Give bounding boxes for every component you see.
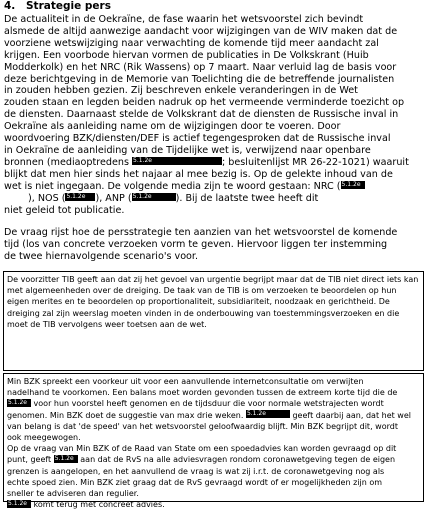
text-line: in zouden hebben gezien. Zij beschreven enkele veranderingen in de Wet [4,85,358,97]
redaction-block: 5.1.2e [132,157,222,165]
text-segment: komt terug met concreet advies. [31,500,165,510]
redaction-block: 5.1.2e [246,410,290,418]
text-line: niet geleid tot publicatie. [4,204,125,216]
text-line: Oekraïne als aanleiding name om de wijzigingen door te voeren. Door [4,121,341,133]
section-number: 4. [4,0,16,12]
text-line: alsmede de altijd aanwezige aandacht voor wijzigingen van de WIV maken dat de [4,25,398,37]
text-line: dreiging zal zijn weerslag moeten vinden in de onderbouwing van toestemmingsverzoeken en die [7,308,400,318]
text-line: moet de TIB vervolgens weer toetsen aan de wet. [7,319,207,329]
text-segment: genomen. Min BZK doet de suggestie van max drie weken. [7,410,246,420]
text-line: in Oekraïne de aanleiding van de Tijdelijke wet is, verwijzend naar openbare [4,144,371,156]
text-line: Min BZK spreekt een voorkeur uit voor een aanvullende internetconsultatie om verwijten [7,377,364,386]
tib-chair-box [3,271,424,371]
redaction-block: 5.1.2e [341,181,365,189]
text-segment: voor hun voorstel heeft genomen en de tijdsduur die voor normale wetstrajecten wordt [31,399,384,409]
paragraph-question [4,227,426,263]
text-line [7,499,420,510]
redaction-block: 5.1.2e [65,193,95,201]
text-segment: punt, geeft [7,455,54,465]
text-line [4,181,426,193]
text-line: van belang is dat 'de speed' van het wetsvoorstel geloofwaardig blijft. Min BZK begrijpt dit, wordt [7,421,398,431]
redaction-block: 5.1.2e [132,193,176,201]
text-line: deze berichtgeving in de Memorie van Toelichting die de betreffende journalisten [4,73,395,85]
text-line: de twee hiernavolgende scenario's voor. [4,250,199,262]
redaction-block: 5.1.2e [54,455,78,463]
text-line: woordvoering BZK/diensten/DEF is actief tegengesproken dat de Russische inval [4,133,391,145]
text-segment: bronnen (mediaoptredens [4,156,132,168]
text-line: eigen merites en te beoordelen op proportionaliteit, subsidiariteit, noodzaak en gerichtheid. De [7,297,390,307]
text-line: de diensten. Daarnaast stelde de Volkskrant dat de diensten de Russische inval in [4,109,399,121]
text-line: sneller te adviseren dan regulier. [7,489,139,499]
minister-bzk-box [3,373,424,510]
text-line: echte spoed zien. Min BZK ziet graag dat de RvS gevraagd wordt of er mogelijkheden zijn om [7,477,383,487]
text-line: Modderkolk) en het NRC (Rik Wassens) op 7 maart. Naar verluid lag de basis voor [4,61,397,73]
text-segment: ), ANP ( [95,192,132,204]
section-title: Strategie pers [26,0,111,12]
text-line: ook meegewogen. [7,433,81,443]
redaction-block: 5.1.2e [7,399,31,407]
text-segment: ), NOS ( [28,192,66,204]
text-line [7,398,420,409]
text-line: De vraag rijst hoe de persstrategie ten aanzien van het wetsvoorstel de komende [4,227,398,238]
text-segment: ). Bij de laatste twee heeft dit [175,192,319,204]
text-line: zouden staan en legden beiden nadruk op het vermeende verminderde toezicht op [4,97,405,109]
text-line [4,193,426,205]
text-line [7,454,420,465]
text-line: nadelhand te voorkomen. Een balans moet worden gevonden tussen de extreem korte tijd die de [7,388,398,398]
text-line: krijgen. Een voorbode hiervan vormen de publicaties in De Volkskrant (Huib [4,49,369,61]
section-heading [4,0,111,12]
text-line: met algemeenheden over de dreiging. De taak van de TIB is om verzoeken te beoordelen op hun [7,286,397,296]
text-segment: wet is niet ingegaan. De volgende media zijn te woord gestaan: NRC ( [4,180,341,192]
text-segment: geeft daarbij aan, dat het wel [289,410,411,420]
text-line: blijkt dat men hier sinds het najaar al mee bezig is. Op de gelekte inhoud van de [4,168,393,180]
text-line [7,410,420,421]
text-line: De voorzitter TIB geeft aan dat zij het gevoel van urgentie begrijpt maar dat de TIB niet direct iets kan [7,275,419,284]
redaction-block: 5.1.2e [7,500,31,508]
text-line [4,157,426,169]
paragraph-intro [4,14,426,216]
text-line: tijd (los van concrete verzoeken vorm te geven. Hiervoor liggen ter instemming [4,238,388,250]
text-line: De actualiteit in de Oekraïne, de fase waarin het wetsvoorstel zich bevindt [4,14,364,25]
text-segment: aan dat de RvS na alle adviesvragen rondom coronawetgeving tegen de eigen [77,455,396,465]
text-line: voorziene wetswijziging naar verwachting de komende tijd meer aandacht zal [4,37,379,49]
text-line: grenzen is aangelopen, en het aanvullend de vraag is wat zij i.r.t. de coronawetgeving nog als [7,466,385,476]
text-line: Op de vraag van Min BZK of de Raad van State om een spoedadvies kan worden gevraagd op dit [7,444,397,454]
text-segment: ; besluitenlijst MR 26-22-1021) waaruit [222,156,409,168]
